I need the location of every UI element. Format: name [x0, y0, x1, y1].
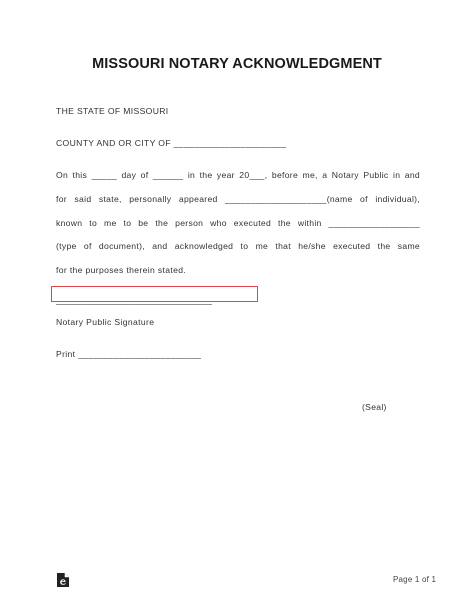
- state-line: THE STATE OF MISSOURI: [56, 106, 169, 116]
- page-number: Page 1 of 1: [393, 575, 437, 584]
- body-line-1: On this _____ day of ______ in the year 20___, before me, a Notary Public in and: [56, 170, 420, 180]
- seal-label: (Seal): [362, 402, 387, 412]
- page-title: MISSOURI NOTARY ACKNOWLEDGMENT: [92, 56, 382, 72]
- body-line-4: (type of document), and acknowledged to me that he/she executed the same: [56, 241, 420, 251]
- signature-blank-line: ________________________________: [56, 295, 213, 305]
- document-logo-icon: [56, 572, 70, 588]
- signature-label: Notary Public Signature: [56, 317, 155, 327]
- county-line: COUNTY AND OR CITY OF ______________________: [56, 138, 287, 148]
- body-line-5: for the purposes therein stated.: [56, 265, 187, 275]
- body-line-3: known to me to be the person who executed the within __________________: [56, 218, 420, 228]
- print-line: Print ________________________: [56, 349, 202, 359]
- body-line-2: for said state, personally appeared ____________________(name of individual),: [56, 194, 420, 204]
